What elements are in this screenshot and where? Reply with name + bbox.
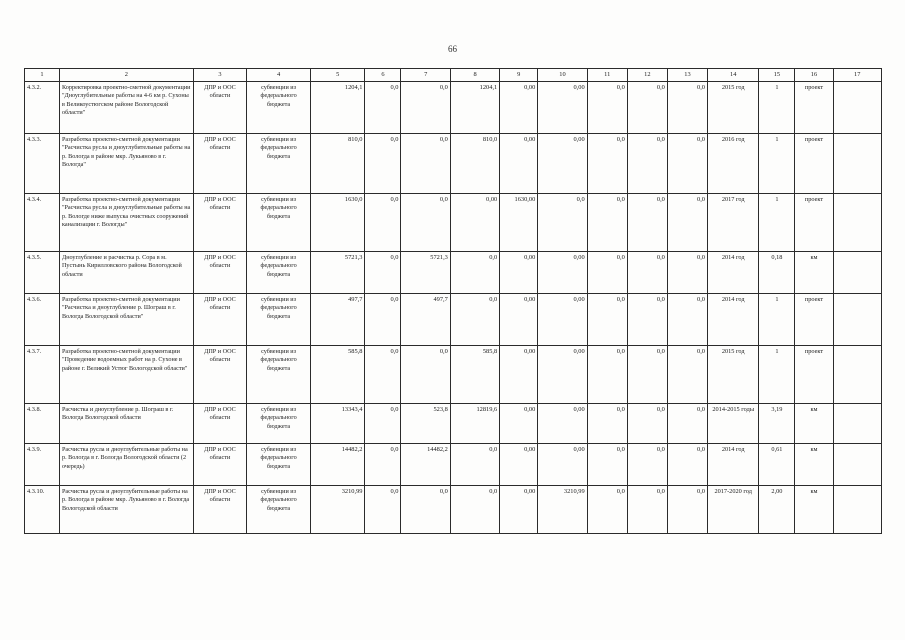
col-num-14: 14 xyxy=(708,69,759,82)
table-row xyxy=(25,404,882,444)
table-row xyxy=(25,444,882,486)
row-value-8: 12819,6 xyxy=(450,404,499,444)
row-value-7: 14482,2 xyxy=(401,444,450,486)
row-value-8: 0,0 xyxy=(450,252,499,294)
row-value-13: 0,0 xyxy=(667,404,707,444)
row-value-17 xyxy=(833,404,882,444)
row-value-10: 0,0 xyxy=(538,194,587,252)
row-period: 2014 год xyxy=(708,294,759,346)
row-value-12: 0,0 xyxy=(627,404,667,444)
row-value-10: 0,00 xyxy=(538,294,587,346)
row-executor: ДПР и ООС области xyxy=(193,82,246,134)
col-num-10: 10 xyxy=(538,69,587,82)
row-name: Разработка проектно-сметной документации "Расчистка русла и дноуглубительные работы на р. Вологде ниже выпуска очистных сооружений канализации г. Вологды" xyxy=(59,194,193,252)
row-value-12: 0,0 xyxy=(627,346,667,404)
row-value-8: 0,0 xyxy=(450,294,499,346)
row-value-6: 0,0 xyxy=(365,134,401,194)
column-number-row xyxy=(25,69,882,82)
row-value-8: 0,00 xyxy=(450,194,499,252)
row-value-13: 0,0 xyxy=(667,252,707,294)
row-value-11: 0,0 xyxy=(587,82,627,134)
row-value-5: 810,0 xyxy=(310,134,365,194)
row-code: 4.3.4. xyxy=(25,194,60,252)
col-num-2: 2 xyxy=(59,69,193,82)
row-source: субвенции из федерального бюджета xyxy=(247,404,311,444)
row-value-10: 0,00 xyxy=(538,404,587,444)
row-value-12: 0,0 xyxy=(627,194,667,252)
row-name: Расчистка русла и дноуглубительные работы на р. Вологда в г. Вологда Вологодской области (2 очередь) xyxy=(59,444,193,486)
row-value-6: 0,0 xyxy=(365,194,401,252)
row-value-7: 523,8 xyxy=(401,404,450,444)
row-value-17 xyxy=(833,444,882,486)
row-value-11: 0,0 xyxy=(587,252,627,294)
row-quantity: 1 xyxy=(759,194,795,252)
col-num-1: 1 xyxy=(25,69,60,82)
row-name: Разработка проектно-сметной документации "Проведение водоемных работ на р. Сухоне в районе г. Великий Устюг Вологодской области" xyxy=(59,346,193,404)
row-quantity: 1 xyxy=(759,82,795,134)
row-executor: ДПР и ООС области xyxy=(193,404,246,444)
row-code: 4.3.8. xyxy=(25,404,60,444)
row-unit: проект xyxy=(795,134,833,194)
row-value-17 xyxy=(833,346,882,404)
row-value-11: 0,0 xyxy=(587,404,627,444)
row-source: субвенции из федерального бюджета xyxy=(247,194,311,252)
row-period: 2017 год xyxy=(708,194,759,252)
row-value-5: 14482,2 xyxy=(310,444,365,486)
row-value-6: 0,0 xyxy=(365,444,401,486)
row-period: 2016 год xyxy=(708,134,759,194)
row-value-5: 1630,0 xyxy=(310,194,365,252)
row-value-7: 0,0 xyxy=(401,134,450,194)
table-row xyxy=(25,252,882,294)
row-unit: проект xyxy=(795,82,833,134)
row-unit: проект xyxy=(795,194,833,252)
row-source: субвенции из федерального бюджета xyxy=(247,346,311,404)
row-value-6: 0,0 xyxy=(365,404,401,444)
row-value-17 xyxy=(833,252,882,294)
row-executor: ДПР и ООС области xyxy=(193,134,246,194)
row-quantity: 0,61 xyxy=(759,444,795,486)
row-unit: км xyxy=(795,404,833,444)
row-quantity: 3,19 xyxy=(759,404,795,444)
row-value-12: 0,0 xyxy=(627,444,667,486)
row-value-17 xyxy=(833,194,882,252)
row-value-9: 0,00 xyxy=(500,486,538,534)
row-code: 4.3.5. xyxy=(25,252,60,294)
row-value-5: 1204,1 xyxy=(310,82,365,134)
table-row xyxy=(25,82,882,134)
row-value-7: 0,0 xyxy=(401,82,450,134)
row-value-13: 0,0 xyxy=(667,194,707,252)
row-value-13: 0,0 xyxy=(667,134,707,194)
row-value-13: 0,0 xyxy=(667,444,707,486)
row-source: субвенции из федерального бюджета xyxy=(247,134,311,194)
row-value-12: 0,0 xyxy=(627,294,667,346)
col-num-15: 15 xyxy=(759,69,795,82)
row-source: субвенции из федерального бюджета xyxy=(247,252,311,294)
row-name: Дноуглубление и расчистка р. Сора в м. Пустынь Кирилловского района Вологодской области xyxy=(59,252,193,294)
row-source: субвенции из федерального бюджета xyxy=(247,294,311,346)
row-value-12: 0,0 xyxy=(627,134,667,194)
row-code: 4.3.9. xyxy=(25,444,60,486)
row-period: 2014 год xyxy=(708,252,759,294)
row-value-5: 13343,4 xyxy=(310,404,365,444)
row-value-9: 0,00 xyxy=(500,346,538,404)
col-num-13: 13 xyxy=(667,69,707,82)
row-quantity: 1 xyxy=(759,294,795,346)
row-value-8: 810,0 xyxy=(450,134,499,194)
row-executor: ДПР и ООС области xyxy=(193,346,246,404)
row-value-9: 0,00 xyxy=(500,294,538,346)
row-value-11: 0,0 xyxy=(587,444,627,486)
row-value-5: 585,8 xyxy=(310,346,365,404)
col-num-5: 5 xyxy=(310,69,365,82)
row-unit: км xyxy=(795,252,833,294)
row-value-6: 0,0 xyxy=(365,252,401,294)
row-value-11: 0,0 xyxy=(587,346,627,404)
row-value-7: 497,7 xyxy=(401,294,450,346)
row-value-11: 0,0 xyxy=(587,294,627,346)
row-source: субвенции из федерального бюджета xyxy=(247,82,311,134)
row-value-12: 0,0 xyxy=(627,486,667,534)
row-value-8: 1204,1 xyxy=(450,82,499,134)
row-quantity: 2,00 xyxy=(759,486,795,534)
row-value-11: 0,0 xyxy=(587,194,627,252)
row-value-6: 0,0 xyxy=(365,486,401,534)
row-value-11: 0,0 xyxy=(587,134,627,194)
row-value-17 xyxy=(833,82,882,134)
row-period: 2017-2020 год xyxy=(708,486,759,534)
table-row xyxy=(25,486,882,534)
row-name: Корректировка проектно-сметной документации "Дноуглубительные работы на 4-6 км р. Сухоны в Великоустюгском районе Вологодской области" xyxy=(59,82,193,134)
row-value-7: 5721,3 xyxy=(401,252,450,294)
row-unit: проект xyxy=(795,294,833,346)
row-executor: ДПР и ООС области xyxy=(193,486,246,534)
row-source: субвенции из федерального бюджета xyxy=(247,486,311,534)
row-value-9: 0,00 xyxy=(500,444,538,486)
col-num-9: 9 xyxy=(500,69,538,82)
row-quantity: 1 xyxy=(759,134,795,194)
row-value-6: 0,0 xyxy=(365,82,401,134)
row-unit: км xyxy=(795,486,833,534)
row-code: 4.3.2. xyxy=(25,82,60,134)
row-name: Разработка проектно-сметной документации "Расчистка и дноуглубление р. Шограш в г. Вологда Вологодской области" xyxy=(59,294,193,346)
col-num-6: 6 xyxy=(365,69,401,82)
row-value-11: 0,0 xyxy=(587,486,627,534)
row-quantity: 1 xyxy=(759,346,795,404)
row-value-5: 3210,99 xyxy=(310,486,365,534)
row-period: 2014-2015 годы xyxy=(708,404,759,444)
row-value-10: 0,00 xyxy=(538,134,587,194)
row-value-9: 1630,00 xyxy=(500,194,538,252)
row-name: Разработка проектно-сметной документации "Расчистка русла и дноуглубительные работы на р. Вологда в районе мкр. Лукьяново в г. Вологда" xyxy=(59,134,193,194)
row-executor: ДПР и ООС области xyxy=(193,294,246,346)
row-value-8: 0,0 xyxy=(450,486,499,534)
row-value-13: 0,0 xyxy=(667,486,707,534)
col-num-7: 7 xyxy=(401,69,450,82)
row-executor: ДПР и ООС области xyxy=(193,252,246,294)
row-value-9: 0,00 xyxy=(500,134,538,194)
row-value-13: 0,0 xyxy=(667,346,707,404)
row-executor: ДПР и ООС области xyxy=(193,444,246,486)
row-value-12: 0,0 xyxy=(627,82,667,134)
col-num-11: 11 xyxy=(587,69,627,82)
row-unit: км xyxy=(795,444,833,486)
table-row xyxy=(25,194,882,252)
row-name: Расчистка и дноуглубление р. Шограш в г. Вологда Вологодской области xyxy=(59,404,193,444)
col-num-12: 12 xyxy=(627,69,667,82)
row-period: 2015 год xyxy=(708,82,759,134)
row-value-9: 0,00 xyxy=(500,404,538,444)
row-source: субвенции из федерального бюджета xyxy=(247,444,311,486)
row-value-5: 5721,3 xyxy=(310,252,365,294)
row-code: 4.3.7. xyxy=(25,346,60,404)
row-code: 4.3.6. xyxy=(25,294,60,346)
page-number: 66 xyxy=(448,44,457,54)
row-unit: проект xyxy=(795,346,833,404)
col-num-8: 8 xyxy=(450,69,499,82)
budget-table xyxy=(24,68,882,534)
row-value-10: 0,00 xyxy=(538,346,587,404)
row-value-17 xyxy=(833,486,882,534)
col-num-17: 17 xyxy=(833,69,882,82)
row-name: Расчистка русла и дноуглубительные работы на р. Вологда в районе мкр. Лукьяново в г. Вологда Вологодской области xyxy=(59,486,193,534)
row-value-17 xyxy=(833,294,882,346)
col-num-3: 3 xyxy=(193,69,246,82)
row-value-17 xyxy=(833,134,882,194)
table-row xyxy=(25,346,882,404)
col-num-4: 4 xyxy=(247,69,311,82)
table-container xyxy=(24,68,882,534)
table-row xyxy=(25,294,882,346)
row-code: 4.3.10. xyxy=(25,486,60,534)
row-value-10: 3210,99 xyxy=(538,486,587,534)
row-value-8: 0,0 xyxy=(450,444,499,486)
row-code: 4.3.3. xyxy=(25,134,60,194)
row-value-13: 0,0 xyxy=(667,82,707,134)
row-value-7: 0,0 xyxy=(401,194,450,252)
row-period: 2014 год xyxy=(708,444,759,486)
row-value-9: 0,00 xyxy=(500,82,538,134)
row-value-10: 0,00 xyxy=(538,444,587,486)
row-value-13: 0,0 xyxy=(667,294,707,346)
row-value-7: 0,0 xyxy=(401,486,450,534)
row-value-10: 0,00 xyxy=(538,82,587,134)
row-value-8: 585,8 xyxy=(450,346,499,404)
row-value-12: 0,0 xyxy=(627,252,667,294)
row-value-6: 0,0 xyxy=(365,346,401,404)
col-num-16: 16 xyxy=(795,69,833,82)
row-value-9: 0,00 xyxy=(500,252,538,294)
row-period: 2015 год xyxy=(708,346,759,404)
row-executor: ДПР и ООС области xyxy=(193,194,246,252)
row-value-7: 0,0 xyxy=(401,346,450,404)
table-row xyxy=(25,134,882,194)
row-value-10: 0,00 xyxy=(538,252,587,294)
row-value-6: 0,0 xyxy=(365,294,401,346)
row-value-5: 497,7 xyxy=(310,294,365,346)
row-quantity: 0,18 xyxy=(759,252,795,294)
